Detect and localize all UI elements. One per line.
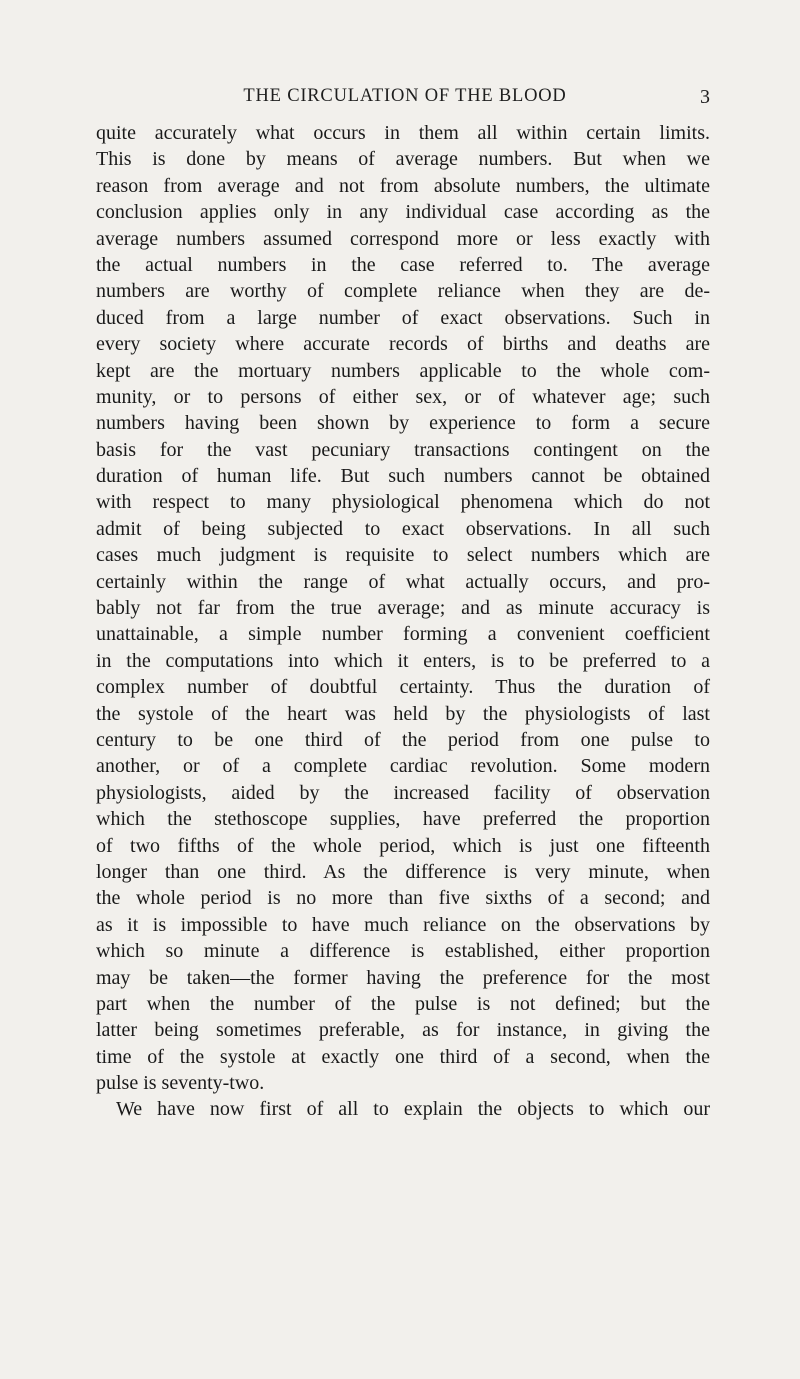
text-line: duration of human life. But such numbers cannot be obtained xyxy=(96,465,710,488)
text-line: century to be one third of the period from one pulse to xyxy=(96,728,710,751)
text-line: may be taken—the former having the preference for the most xyxy=(96,966,710,989)
paragraph-start-line: We have now first of all to explain the objects to which our xyxy=(116,1098,710,1121)
paragraph-end-line: pulse is seventy-two. xyxy=(96,1072,265,1095)
text-line: complex number of doubtful certainty. Thus the duration of xyxy=(96,676,710,699)
page-number: 3 xyxy=(700,86,710,108)
text-line: basis for the vast pecuniary transactions contingent on the xyxy=(96,438,710,461)
running-title: THE CIRCULATION OF THE BLOOD xyxy=(243,86,567,106)
text-line: cases much judgment is requisite to select numbers which are xyxy=(96,544,710,567)
text-line: of two fifths of the whole period, which is just one fifteenth xyxy=(96,834,710,857)
text-line: unattainable, a simple number forming a convenient coefficient xyxy=(96,623,710,646)
text-line: the whole period is no more than five sixths of a second; and xyxy=(96,887,710,910)
text-line: as it is impossible to have much reliance on the observations by xyxy=(96,913,710,936)
text-line: average numbers assumed correspond more or less exactly with xyxy=(96,227,710,250)
text-line: numbers are worthy of complete reliance when they are de- xyxy=(96,280,710,303)
text-line: time of the systole at exactly one third of a second, when the xyxy=(96,1045,710,1068)
text-line: in the computations into which it enters, is to be preferred to a xyxy=(96,649,710,672)
text-line: duced from a large number of exact observations. Such in xyxy=(96,306,710,329)
text-line: quite accurately what occurs in them all within certain limits. xyxy=(96,122,710,144)
text-line: This is done by means of average numbers. But when we xyxy=(96,148,710,171)
text-line: with respect to many physiological phenomena which do not xyxy=(96,491,710,514)
text-line: conclusion applies only in any individual case according as the xyxy=(96,201,710,224)
text-line: part when the number of the pulse is not defined; but the xyxy=(96,992,710,1015)
text-line: longer than one third. As the difference is very minute, when xyxy=(96,860,710,883)
body-text xyxy=(96,120,710,1123)
text-line: bably not far from the true average; and as minute accuracy is xyxy=(96,597,710,620)
text-line: certainly within the range of what actually occurs, and pro- xyxy=(96,570,710,593)
text-line: physiologists, aided by the increased facility of observation xyxy=(96,781,710,804)
running-head xyxy=(100,86,710,116)
text-line: latter being sometimes preferable, as for instance, in giving the xyxy=(96,1019,710,1042)
text-line: every society where accurate records of births and deaths are xyxy=(96,333,710,356)
text-line: the actual numbers in the case referred to. The average xyxy=(96,253,710,276)
text-line: which the stethoscope supplies, have preferred the proportion xyxy=(96,808,710,831)
text-line: munity, or to persons of either sex, or of whatever age; such xyxy=(96,385,710,408)
text-line: admit of being subjected to exact observations. In all such xyxy=(96,517,710,540)
text-line: which so minute a difference is established, either proportion xyxy=(96,940,710,963)
text-line: another, or of a complete cardiac revolution. Some modern xyxy=(96,755,710,778)
text-line: kept are the mortuary numbers applicable to the whole com- xyxy=(96,359,710,382)
text-line: reason from average and not from absolute numbers, the ultimate xyxy=(96,174,710,197)
text-line: the systole of the heart was held by the physiologists of last xyxy=(96,702,710,725)
text-line: numbers having been shown by experience to form a secure xyxy=(96,412,710,435)
